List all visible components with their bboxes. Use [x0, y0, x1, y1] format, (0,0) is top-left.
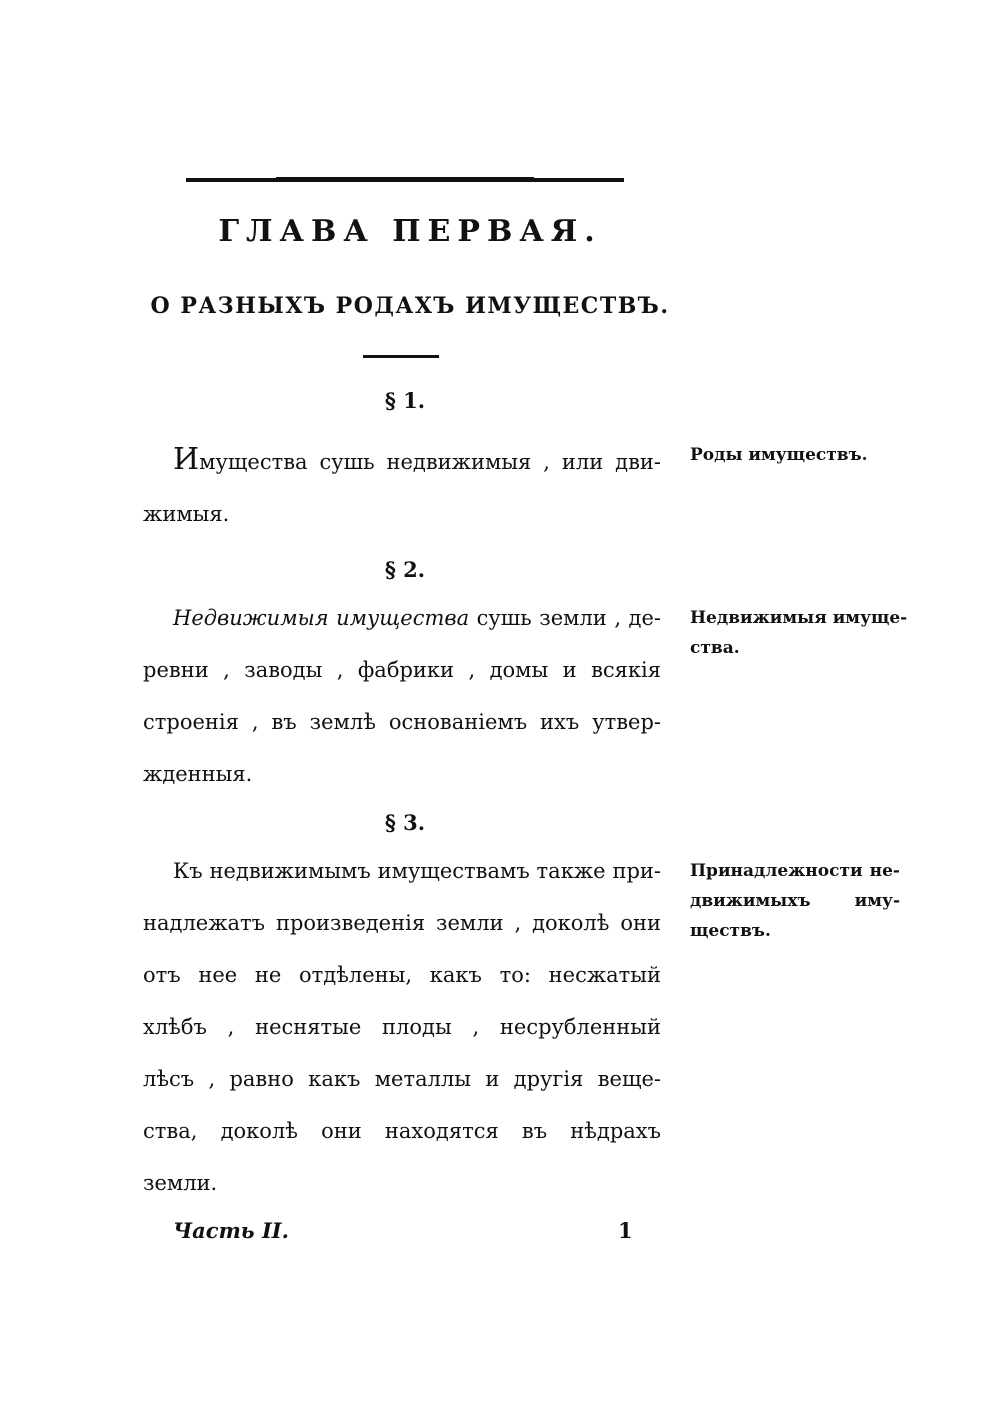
section-3-line-3: отъ нее не отдѣлены, какъ то: несжатый — [143, 963, 661, 987]
section-mark-3: § 3. — [384, 810, 426, 835]
margin-note-2-line-2: ства. — [690, 638, 740, 658]
short-divider-rule — [363, 355, 439, 358]
section-1-text — [143, 434, 661, 540]
margin-note-3-line-3: ществъ. — [690, 921, 771, 941]
chapter-subtitle: О РАЗНЫХЪ РОДАХЪ ИМУЩЕСТВЪ. — [150, 293, 670, 319]
margin-note-1 — [690, 440, 900, 470]
margin-note-1-line-1: Роды имуществъ. — [690, 445, 868, 465]
footer-signature: Часть II. — [173, 1218, 289, 1243]
section-2-line-1-text: сушь земли , де- — [469, 606, 661, 630]
section-3-text — [143, 845, 661, 1209]
section-3-line-5: лѣсъ , равно какъ металлы и другія веще- — [143, 1067, 661, 1091]
margin-note-2-line-1: Недвижимыя имуще- — [690, 608, 908, 628]
margin-note-3 — [690, 856, 900, 946]
footer-sheet-mark: 1 — [618, 1218, 633, 1243]
margin-note-2 — [690, 603, 908, 663]
chapter-title: ГЛАВА ПЕРВАЯ. — [218, 214, 602, 249]
section-3-line-1: Къ недвижимымъ имуществамъ также при- — [173, 859, 661, 883]
section-2-line-2: ревни , заводы , фабрики , домы и всякія — [143, 658, 661, 682]
section-3-line-6: ства, доколѣ они находятся въ нѣдрахъ — [143, 1119, 661, 1143]
section-1-line-1-text: муществa сушь недвижимыя , или дви- — [199, 450, 661, 474]
margin-note-3-line-2: движимыхъ иму- — [690, 891, 900, 911]
section-3-line-2: надлежатъ произведенія земли , доколѣ они — [143, 911, 661, 935]
section-2-line-3: строенія , въ землѣ основаніемъ ихъ утвер- — [143, 710, 661, 734]
section-2-line-4: жденныя. — [143, 762, 253, 786]
section-3-line-7: земли. — [143, 1171, 218, 1195]
section-1-initial: И — [173, 442, 200, 477]
section-mark-2: § 2. — [384, 557, 426, 582]
section-2-line-1 — [143, 592, 661, 644]
section-1-line-2: жимыя. — [143, 502, 230, 526]
section-3-line-4: хлѣбъ , неснятые плоды , несрубленный — [143, 1015, 661, 1039]
section-1-line-1 — [143, 434, 661, 488]
section-2-italic-lead: Недвижимыя имущества — [173, 606, 470, 630]
top-ornamental-rule — [186, 178, 624, 182]
margin-note-3-line-1: Принадлежности не- — [690, 861, 900, 881]
section-mark-1: § 1. — [384, 388, 426, 413]
section-2-text — [143, 592, 661, 800]
